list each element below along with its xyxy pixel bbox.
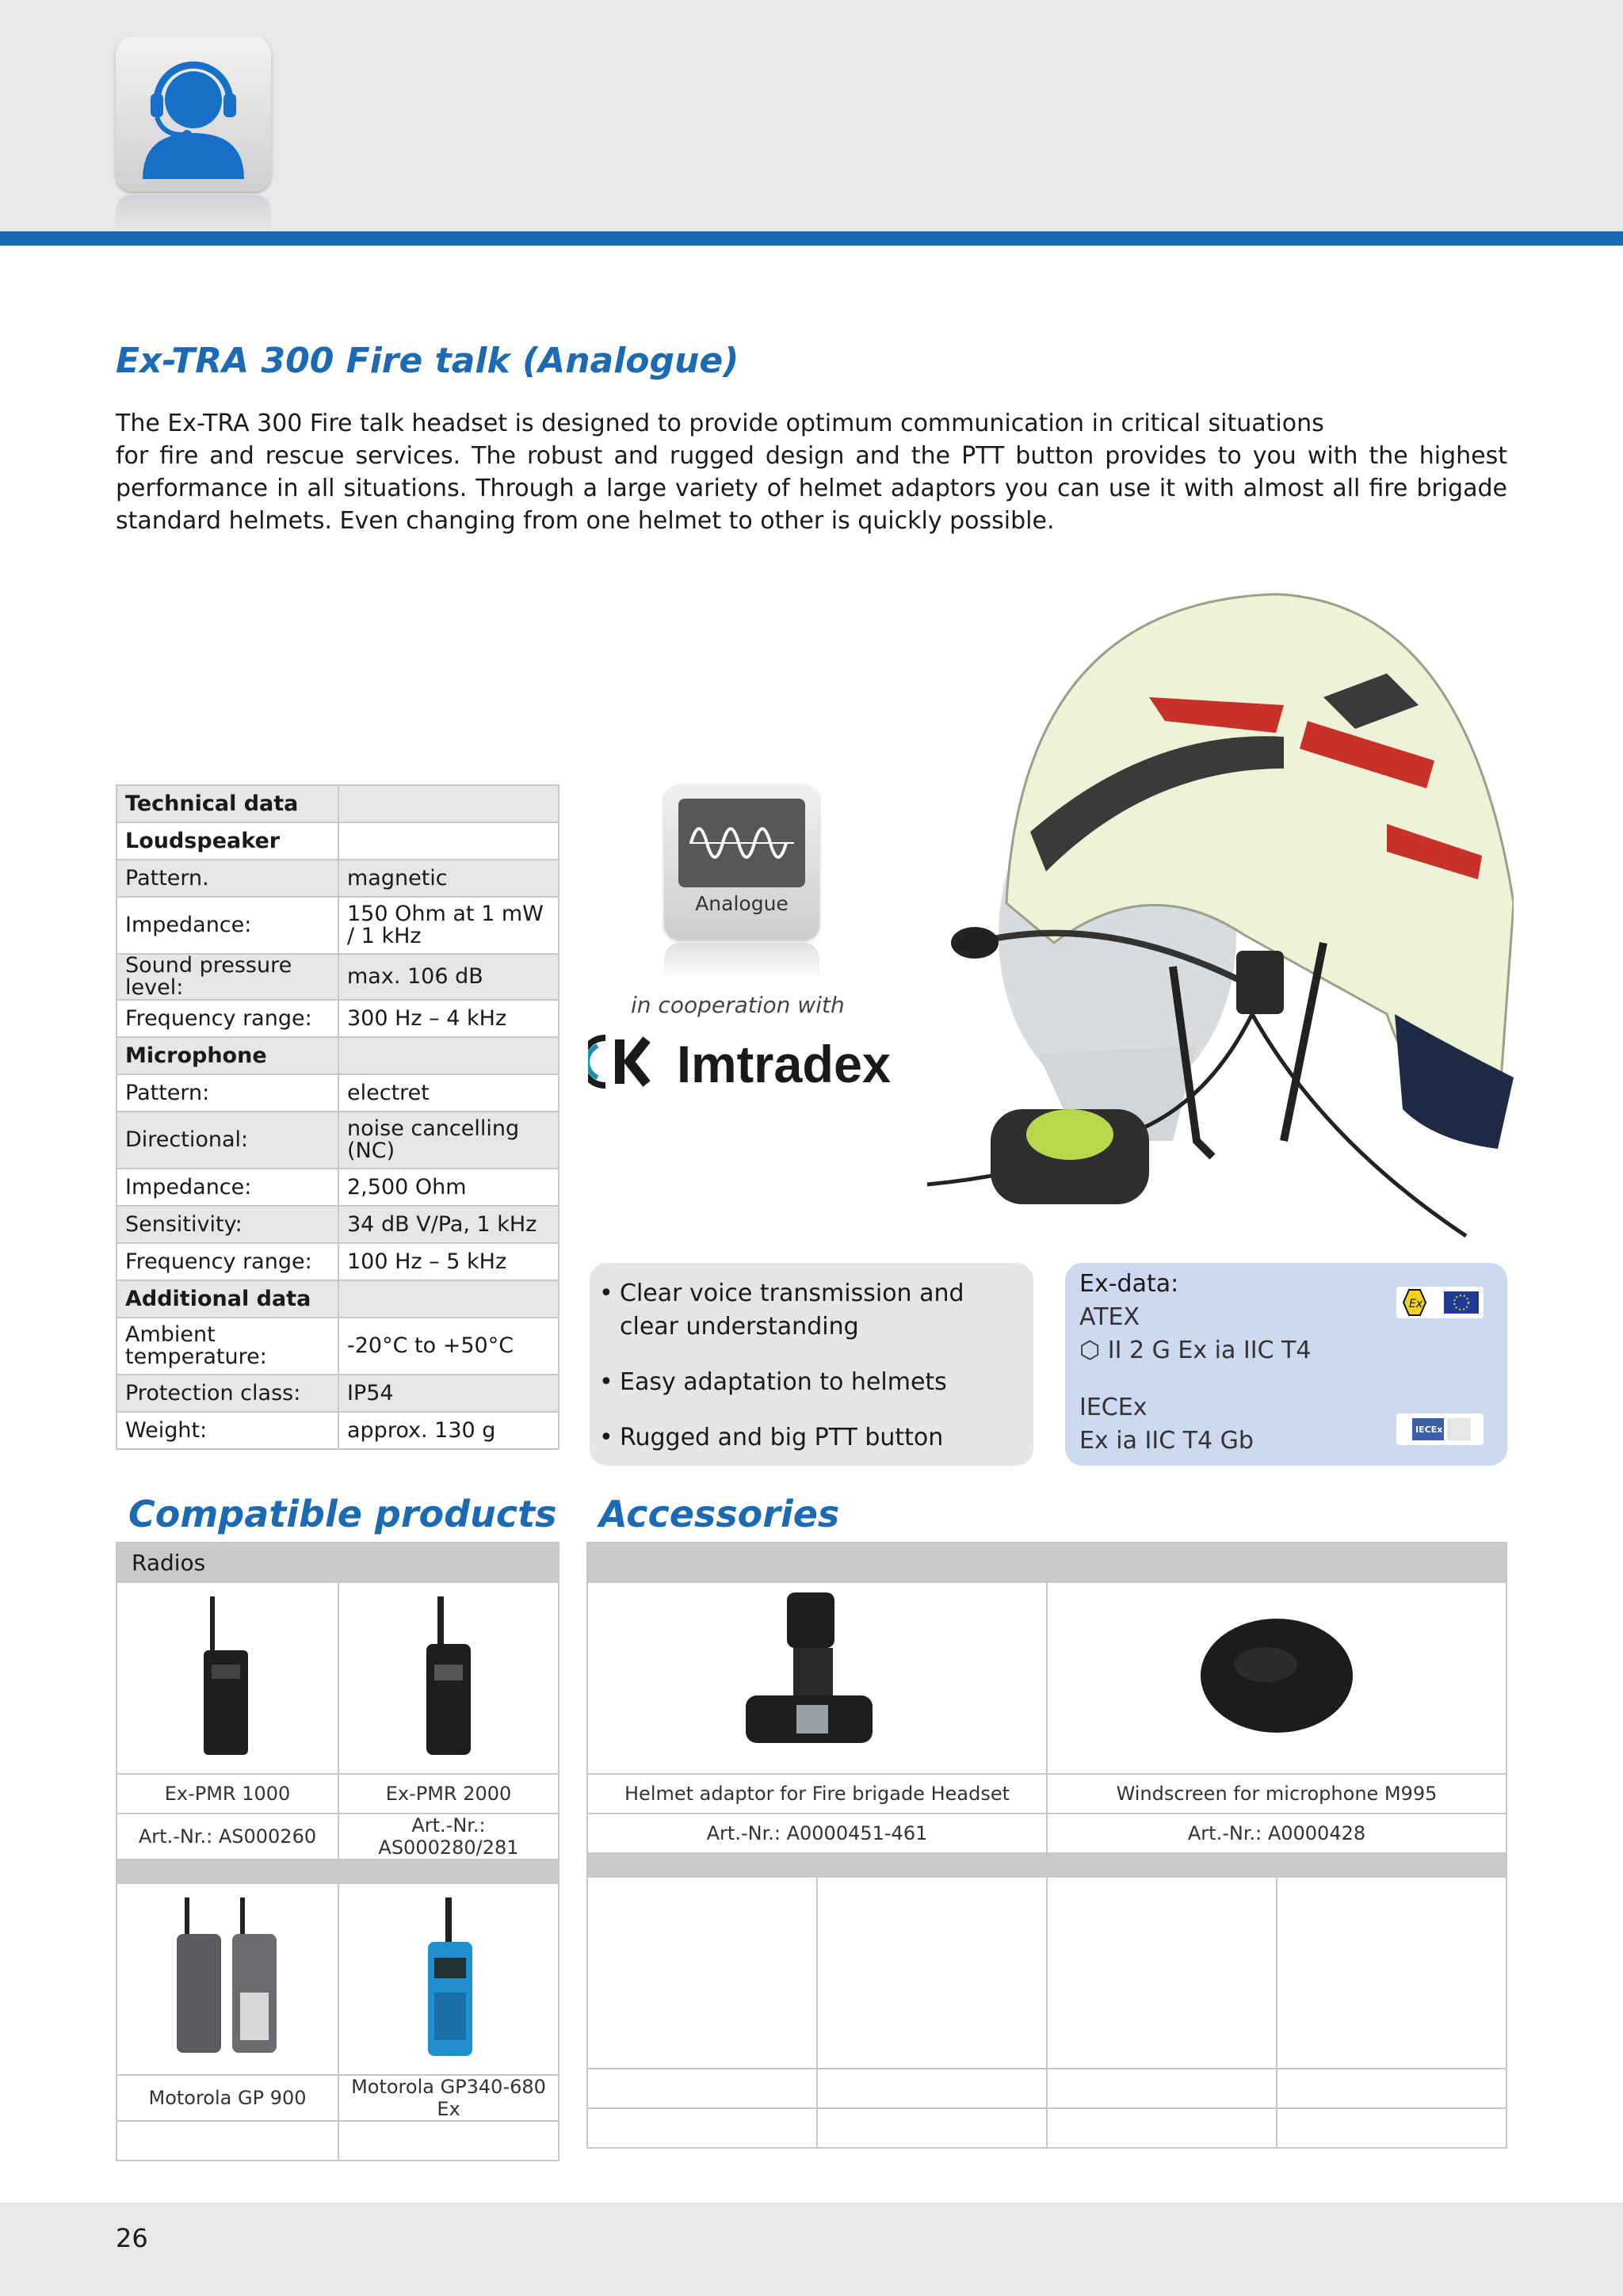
page-number: 26 xyxy=(116,2223,148,2253)
analogue-badge-reflection xyxy=(664,943,819,979)
empty-cell xyxy=(587,2069,817,2108)
headset-person-icon xyxy=(116,36,271,192)
microphone-heading: Microphone xyxy=(116,1037,338,1074)
feature-item: • Easy adaptation to helmets xyxy=(590,1366,1033,1399)
accessory-image-helmet-adaptor xyxy=(587,1582,1047,1774)
mic-impedance-label: Impedance: xyxy=(116,1169,338,1206)
intro-paragraph: for fire and rescue services. The robust and rugged design and the PTT button provides to you with the highest performance in all situations. Through a large variety of helmet adaptors you can use it with almost all fire brigade standard helmets. Even changing from one helmet to other is quickly possible. xyxy=(116,442,1507,535)
ls-spl-value: max. 106 dB xyxy=(338,954,559,1000)
intro-text xyxy=(116,407,1507,537)
iecex-mark-icon xyxy=(1396,1413,1484,1445)
atex-label: ATEX xyxy=(1079,1303,1140,1331)
sine-wave-icon xyxy=(678,799,805,887)
ex-data-heading: Ex-data: xyxy=(1079,1270,1179,1298)
product-image-motorola-gp340 xyxy=(338,1883,559,2075)
product-art-nr xyxy=(116,2121,338,2161)
feature-list-box xyxy=(590,1263,1033,1466)
intro-line-1: The Ex-TRA 300 Fire talk headset is designed to provide optimum communication in critical situations xyxy=(116,410,1324,437)
feature-item: • Rugged and big PTT button xyxy=(590,1421,1033,1455)
analogue-badge xyxy=(664,784,819,940)
protection-class-label: Protection class: xyxy=(116,1375,338,1412)
cooperation-text: in cooperation with xyxy=(631,992,845,1018)
mic-directional-value: noise cancelling (NC) xyxy=(338,1112,559,1169)
mic-freq-value: 100 Hz – 5 kHz xyxy=(338,1243,559,1280)
accessory-name: Windscreen for microphone M995 xyxy=(1047,1774,1507,1814)
ls-pattern-value: magnetic xyxy=(338,860,559,897)
tech-heading: Technical data xyxy=(116,785,338,822)
empty-cell xyxy=(817,2108,1047,2148)
empty-cell xyxy=(1277,1877,1507,2069)
compatible-products-heading: Compatible products xyxy=(128,1493,557,1535)
empty-cell xyxy=(587,2108,817,2148)
svg-text:Ex: Ex xyxy=(1409,1298,1423,1310)
empty-cell xyxy=(587,1877,817,2069)
empty-cell xyxy=(1047,2108,1277,2148)
ls-impedance-label: Impedance: xyxy=(116,897,338,954)
empty-cell xyxy=(1277,2108,1507,2148)
empty-cell xyxy=(1277,2069,1507,2108)
svg-text:IECEx: IECEx xyxy=(1415,1425,1443,1435)
weight-value: approx. 130 g xyxy=(338,1412,559,1449)
empty-cell xyxy=(1047,1877,1277,2069)
mic-pattern-label: Pattern: xyxy=(116,1074,338,1112)
product-art-nr: Art.-Nr.: AS000280/281 xyxy=(338,1814,559,1859)
analogue-label: Analogue xyxy=(695,892,789,915)
accessory-name: Helmet adaptor for Fire brigade Headset xyxy=(587,1774,1047,1814)
product-name: Motorola GP 900 xyxy=(116,2075,338,2121)
mic-sensitivity-value: 34 dB V/Pa, 1 kHz xyxy=(338,1206,559,1243)
imtradex-logo xyxy=(588,1030,897,1093)
mic-pattern-value: electret xyxy=(338,1074,559,1112)
header-icon-reflection xyxy=(116,195,271,231)
additional-heading: Additional data xyxy=(116,1280,338,1318)
header-stripe xyxy=(0,231,1623,246)
radios-bar: Radios xyxy=(116,1543,559,1582)
protection-class-value: IP54 xyxy=(338,1375,559,1412)
mic-freq-label: Frequency range: xyxy=(116,1243,338,1280)
weight-label: Weight: xyxy=(116,1412,338,1449)
technical-data-table xyxy=(116,784,559,1450)
empty-cell xyxy=(817,1877,1047,2069)
product-name: Ex-PMR 1000 xyxy=(116,1774,338,1814)
empty-cell xyxy=(1047,2069,1277,2108)
ex-hexagon-icon: ⬡ xyxy=(1079,1337,1108,1364)
product-image-ex-pmr-1000 xyxy=(116,1582,338,1774)
product-image-ex-pmr-2000 xyxy=(338,1582,559,1774)
ls-spl-label: Sound pressure level: xyxy=(116,954,338,1000)
iecex-code: Ex ia IIC T4 Gb xyxy=(1079,1427,1254,1455)
atex-code: II 2 G Ex ia IIC T4 xyxy=(1107,1337,1312,1364)
product-art-nr xyxy=(338,2121,559,2161)
product-image-motorola-gp900 xyxy=(116,1883,338,2075)
compatible-products-grid xyxy=(116,1542,559,2161)
accessories-heading: Accessories xyxy=(599,1493,840,1535)
page-title: Ex-TRA 300 Fire talk (Analogue) xyxy=(116,341,739,381)
ex-data-box xyxy=(1065,1263,1507,1466)
accessory-art-nr: Art.-Nr.: A0000428 xyxy=(1047,1814,1507,1853)
ambient-temp-label: Ambient temperature: xyxy=(116,1318,338,1375)
accessories-grid xyxy=(586,1542,1507,2149)
empty-cell xyxy=(817,2069,1047,2108)
footer-band xyxy=(0,2203,1623,2296)
mic-directional-label: Directional: xyxy=(116,1112,338,1169)
ls-impedance-value: 150 Ohm at 1 mW / 1 kHz xyxy=(338,897,559,954)
ls-freq-label: Frequency range: xyxy=(116,1000,338,1037)
ls-pattern-label: Pattern. xyxy=(116,860,338,897)
product-name: Ex-PMR 2000 xyxy=(338,1774,559,1814)
accessory-art-nr: Art.-Nr.: A0000451-461 xyxy=(587,1814,1047,1853)
product-art-nr: Art.-Nr.: AS000260 xyxy=(116,1814,338,1859)
ls-freq-value: 300 Hz – 4 kHz xyxy=(338,1000,559,1037)
mic-impedance-value: 2,500 Ohm xyxy=(338,1169,559,1206)
helmet-headset-photo xyxy=(911,570,1514,1252)
mic-sensitivity-label: Sensitivity: xyxy=(116,1206,338,1243)
ambient-temp-value: -20°C to +50°C xyxy=(338,1318,559,1375)
accessory-image-windscreen xyxy=(1047,1582,1507,1774)
feature-item: • Clear voice transmission and clear understanding xyxy=(590,1277,968,1344)
ex-eu-mark-icon xyxy=(1396,1287,1484,1318)
loudspeaker-heading: Loudspeaker xyxy=(116,822,338,860)
product-name: Motorola GP340-680 Ex xyxy=(338,2075,559,2121)
svg-text:Imtradex: Imtradex xyxy=(677,1035,892,1093)
iecex-label: IECEx xyxy=(1079,1394,1148,1421)
